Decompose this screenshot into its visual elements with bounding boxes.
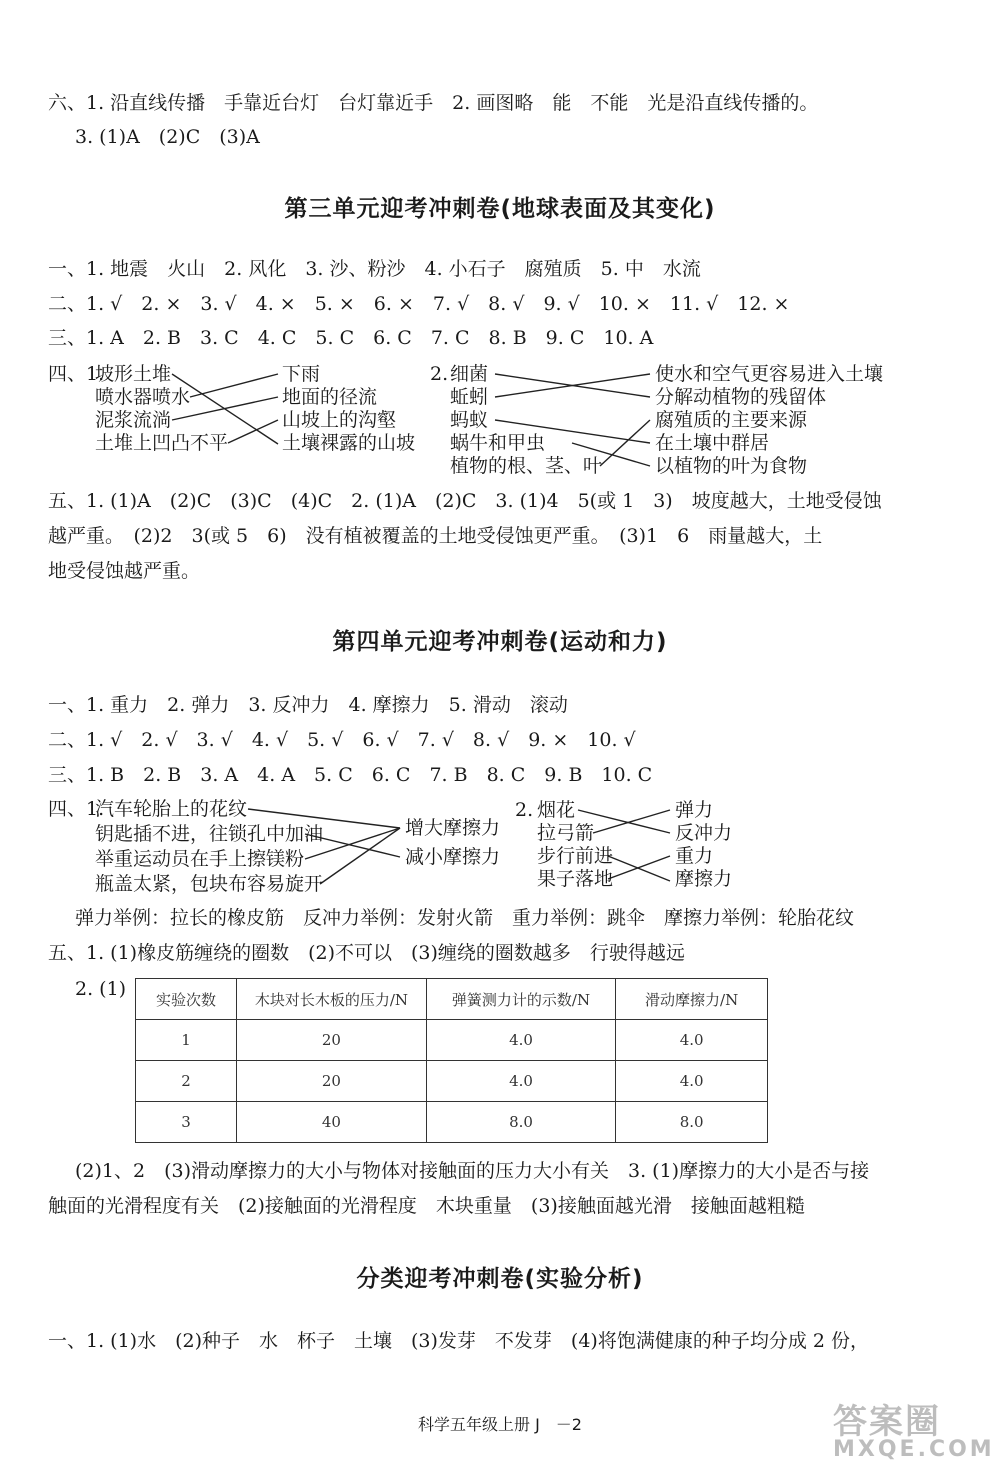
section6-answer-line2: 3. (1)A (2)C (3)A: [75, 126, 260, 148]
list-item: 摩擦力: [675, 868, 733, 890]
list-item: 腐殖质的主要来源: [655, 409, 808, 431]
list-item: 增大摩擦力: [405, 817, 501, 839]
list-item: 喷水器喷水: [95, 386, 191, 408]
table-cell: 4.0: [426, 1061, 616, 1102]
list-item: 弹力: [675, 799, 714, 821]
unit4-q5-line3: 触面的光滑程度有关 (2)接触面的光滑程度 木块重量 (3)接触面越光滑 接触面越粗糙: [48, 1195, 805, 1217]
table-cell: 20: [237, 1020, 427, 1061]
list-item: 反冲力: [675, 822, 733, 844]
list-item: 蚯蚓: [450, 386, 489, 408]
column-header: 滑动摩擦力/N: [616, 979, 768, 1020]
table-cell: 4.0: [616, 1020, 768, 1061]
list-item: 土壤裸露的山坡: [282, 432, 416, 454]
list-item: 坡形土堆: [95, 363, 172, 385]
list-item: 烟花: [537, 799, 576, 821]
list-item: 举重运动员在手上擦镁粉: [95, 848, 305, 870]
table-cell: 4.0: [616, 1061, 768, 1102]
match-line: [320, 828, 400, 884]
match-line: [172, 397, 278, 420]
match-line: [572, 443, 650, 466]
column-header: 实验次数: [136, 979, 237, 1020]
unit3-q4-prefix: 四、1.: [48, 363, 105, 385]
unit4-q1: 一、1. 重力 2. 弹力 3. 反冲力 4. 摩擦力 5. 滑动 滚动: [48, 694, 568, 716]
list-item: 步行前进: [537, 845, 614, 867]
list-item: 蜗牛和甲虫: [450, 432, 546, 454]
unit4-q5-2-label: 2. (1): [75, 978, 127, 1000]
match-line: [495, 420, 650, 443]
list-item: 山坡上的沟壑: [282, 409, 397, 431]
table-cell: 8.0: [616, 1102, 768, 1143]
unit4-q5-line1: 五、1. (1)橡皮筋缠绕的圈数 (2)不可以 (3)缠绕的圈数越多 行驶得越远: [48, 942, 685, 964]
match-line: [190, 374, 278, 397]
table-cell: 3: [136, 1102, 237, 1143]
list-item: 重力: [675, 845, 714, 867]
list-item: 使水和空气更容易进入土壤: [655, 363, 884, 385]
watermark-logo: [833, 1394, 995, 1462]
list-item: 地面的径流: [282, 386, 378, 408]
section6-answer-line1: 六、1. 沿直线传播 手靠近台灯 台灯靠近手 2. 画图略 能 不能 光是沿直线传播的。: [48, 92, 819, 114]
table-row: [136, 1020, 768, 1061]
table-header-row: [136, 979, 768, 1020]
list-item: 下雨: [282, 363, 321, 385]
list-item: 泥浆流淌: [95, 409, 172, 431]
table-cell: 1: [136, 1020, 237, 1061]
table-cell: 20: [237, 1061, 427, 1102]
list-item: 减小摩擦力: [405, 846, 501, 868]
watermark-url: MXQE.COM: [833, 1437, 995, 1462]
list-item: 分解动植物的残留体: [655, 386, 827, 408]
list-item: 汽车轮胎上的花纹: [95, 798, 248, 820]
unit4-q5-line2: (2)1、2 (3)滑动摩擦力的大小与物体对接触面的压力大小有关 3. (1)摩擦力的大小是否与接: [75, 1160, 870, 1182]
unit4-examples: 弹力举例：拉长的橡皮筋 反冲力举例：发射火箭 重力举例：跳伞 摩擦力举例：轮胎花纹: [75, 907, 855, 929]
unit3-q4-num2: 2.: [430, 363, 449, 385]
list-item: 果子落地: [537, 868, 614, 890]
table-cell: 8.0: [426, 1102, 616, 1143]
unit4-title: 第四单元迎考冲刺卷(运动和力): [332, 629, 668, 655]
table-cell: 40: [237, 1102, 427, 1143]
list-item: 土堆上凹凸不平: [95, 432, 229, 454]
unit4-q4-prefix: 四、1.: [48, 798, 105, 820]
watermark-text: 答案圈: [833, 1402, 941, 1442]
list-item: 细菌: [450, 363, 489, 385]
experiment-table: [135, 978, 768, 1143]
unit4-q4-num2: 2.: [515, 799, 534, 821]
unit3-q3: 三、1. A 2. B 3. C 4. C 5. C 6. C 7. C 8. B 9. C 10. A: [48, 327, 654, 349]
table-cell: 2: [136, 1061, 237, 1102]
column-header: 弹簧测力计的示数/N: [426, 979, 616, 1020]
list-item: 钥匙插不进，往锁孔中加油: [95, 823, 324, 845]
table-row: [136, 1102, 768, 1143]
unit5-title: 分类迎考冲刺卷(实验分析): [356, 1266, 644, 1292]
page-footer: 科学五年级上册 J －2: [418, 1415, 582, 1434]
unit4-q2: 二、1. √ 2. √ 3. √ 4. √ 5. √ 6. √ 7. √ 8. √ 9. × 10. √: [48, 729, 636, 751]
unit5-q1: 一、1. (1)水 (2)种子 水 杯子 土壤 (3)发芽 不发芽 (4)将饱满健康的种子均分成 2 份，: [48, 1330, 869, 1352]
table-cell: 4.0: [426, 1020, 616, 1061]
list-item: 植物的根、茎、叶: [450, 455, 603, 477]
unit3-q5-line1: 五、1. (1)A (2)C (3)C (4)C 2. (1)A (2)C 3. (1)4 5(或 1 3) 坡度越大，土地受侵蚀: [48, 490, 882, 512]
column-header: 木块对长木板的压力/N: [237, 979, 427, 1020]
list-item: 蚂蚁: [450, 409, 489, 431]
unit3-q5-line2: 越严重。 (2)2 3(或 5 6) 没有植被覆盖的土地受侵蚀更严重。 (3)1 6 雨量越大，土: [48, 525, 823, 547]
list-item: 瓶盖太紧，包块布容易旋开: [95, 873, 324, 895]
list-item: 拉弓箭: [537, 822, 595, 844]
table-row: [136, 1061, 768, 1102]
list-item: 以植物的叶为食物: [655, 455, 808, 477]
unit3-q5-line3: 地受侵蚀越严重。: [48, 560, 201, 582]
unit3-title: 第三单元迎考冲刺卷(地球表面及其变化): [284, 196, 716, 222]
unit3-q1: 一、1. 地震 火山 2. 风化 3. 沙、粉沙 4. 小石子 腐殖质 5. 中 水流: [48, 258, 701, 280]
unit3-q2: 二、1. √ 2. × 3. √ 4. × 5. × 6. × 7. √ 8. √ 9. √ 10. × 11. √ 12. ×: [48, 293, 790, 315]
list-item: 在土壤中群居: [655, 432, 770, 454]
unit4-q3: 三、1. B 2. B 3. A 4. A 5. C 6. C 7. B 8. C 9. B 10. C: [48, 764, 653, 786]
